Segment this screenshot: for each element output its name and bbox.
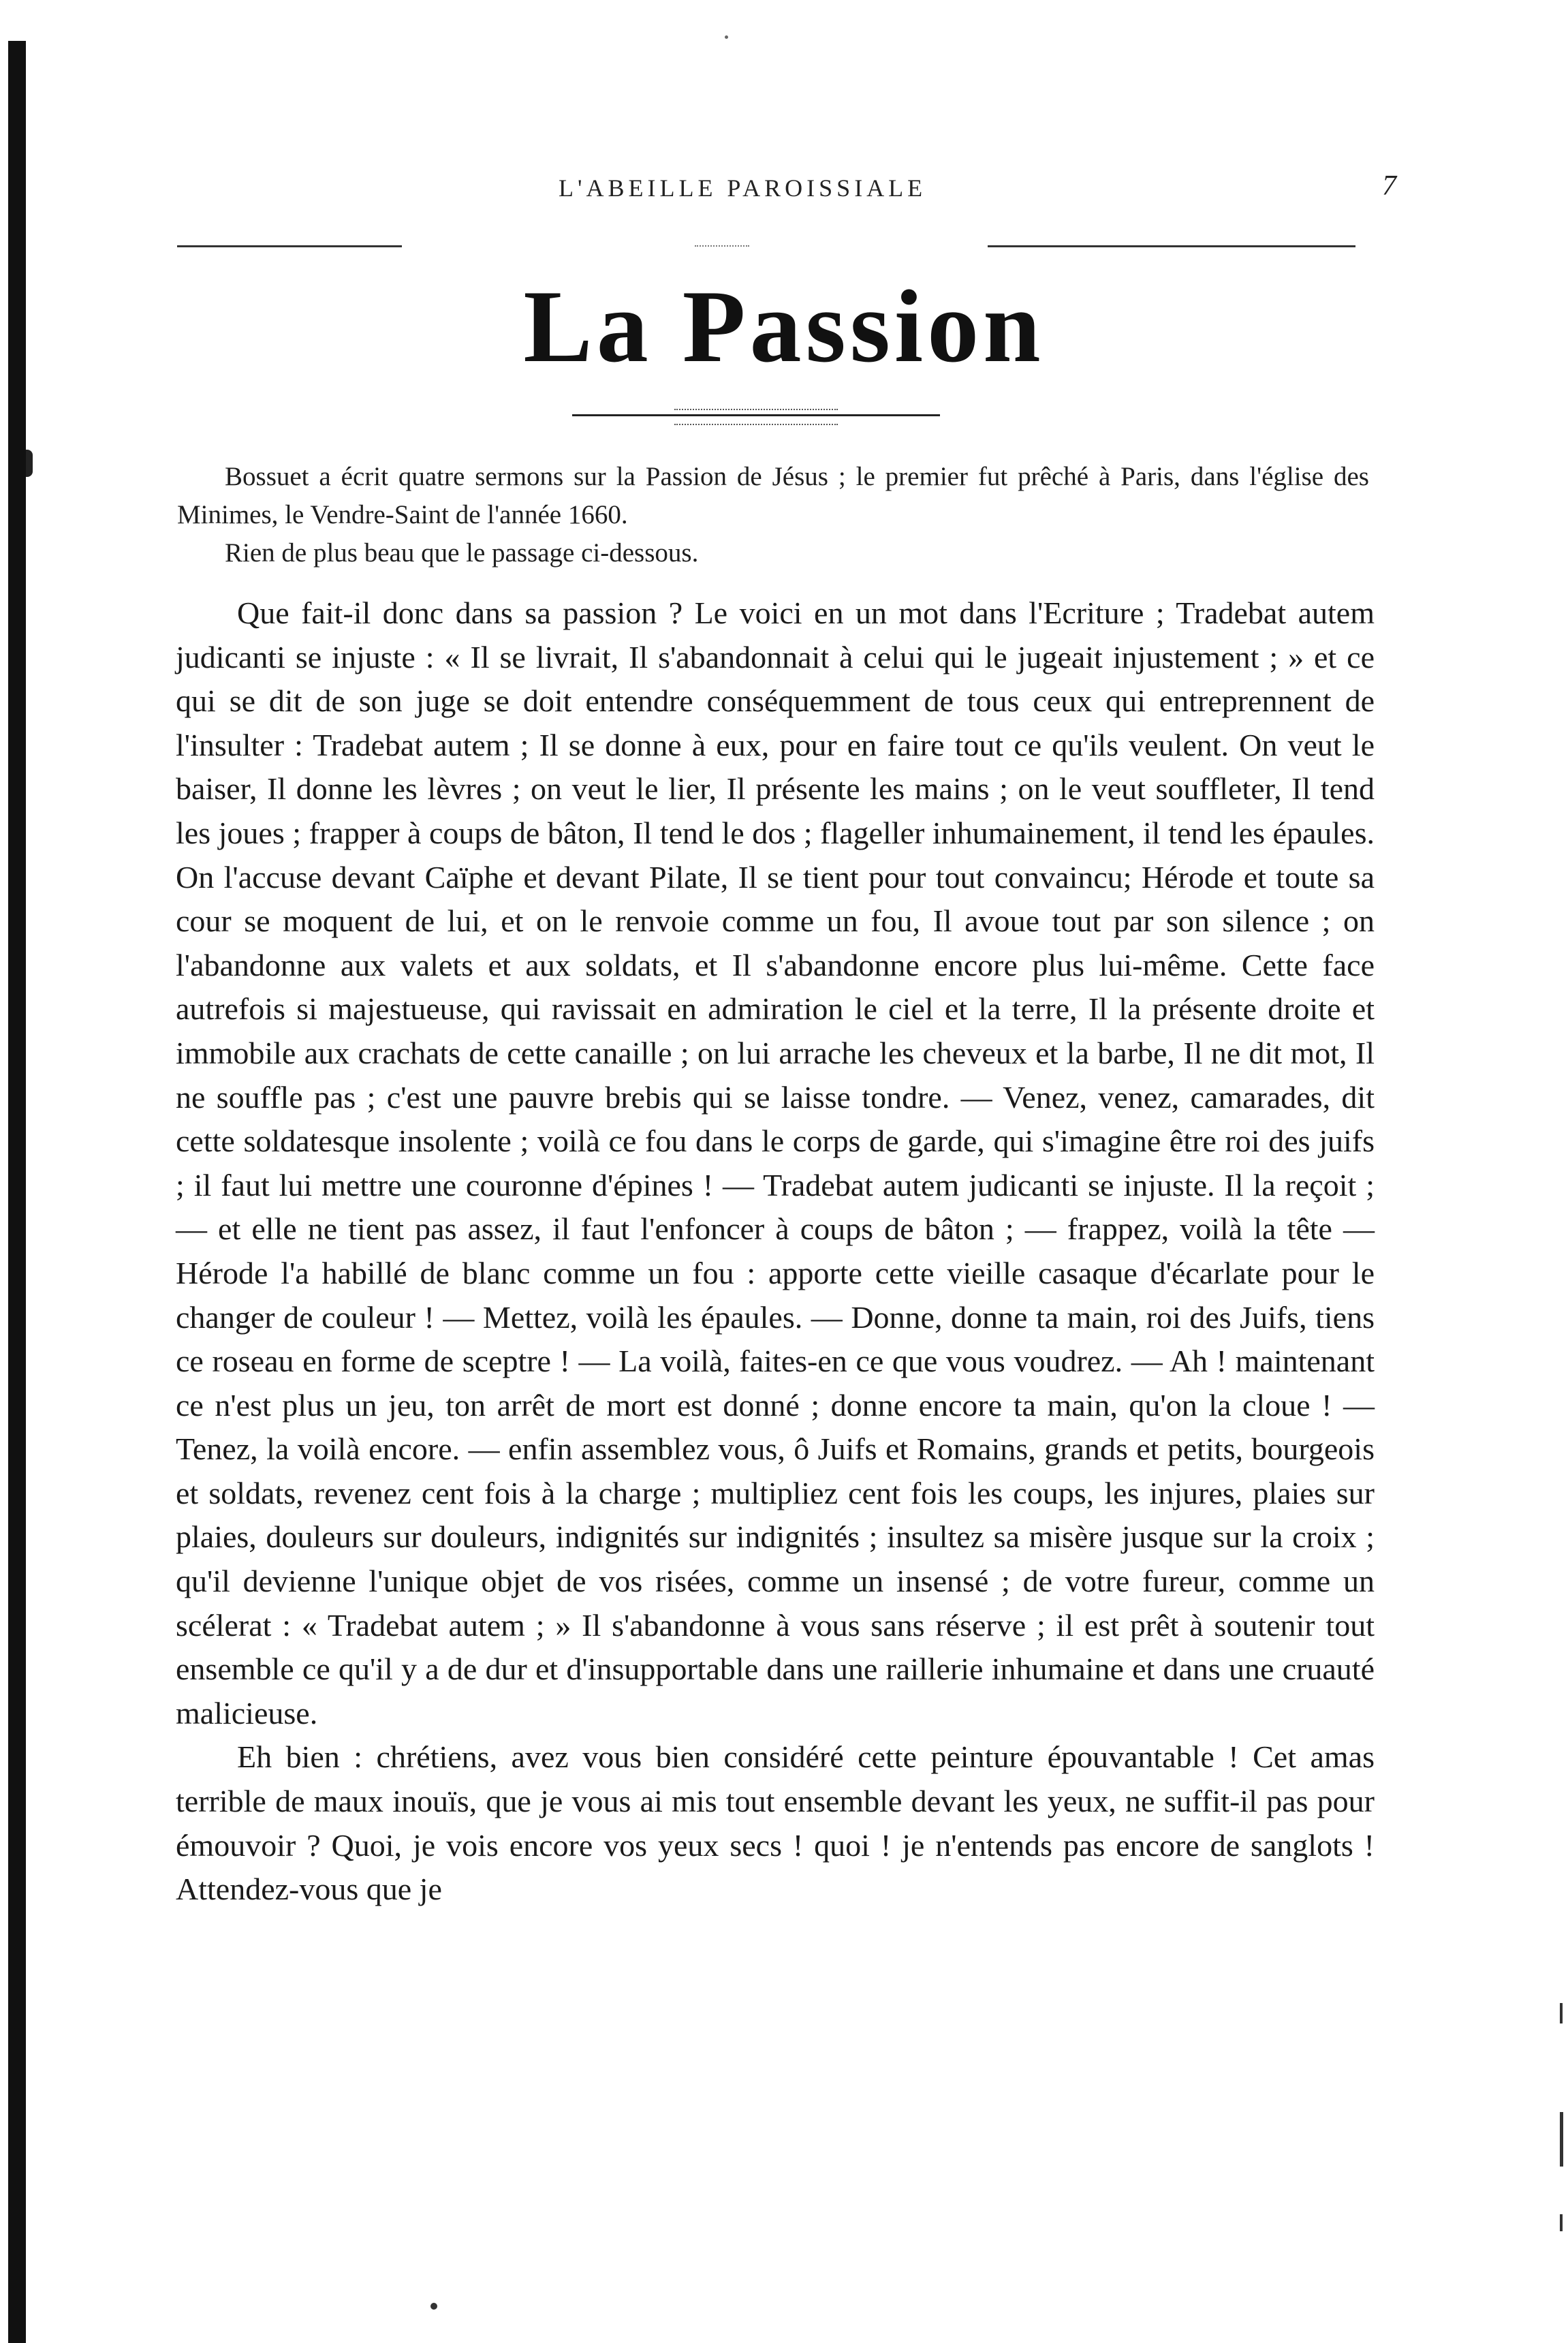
intro-section	[177, 458, 1369, 572]
body-paragraph: Eh bien : chrétiens, avez vous bien considéré cette peinture épouvantable ! Cet amas terrible de maux inouïs, que je vous ai mis tout ensemble devant les yeux, ne suffit-il pas pour émouvoir ? Quoi, je vois encore vos yeux secs ! quoi ! je n'entends pas encore de sanglots ! Attendez-vous que je	[176, 1739, 1375, 1907]
header-rule-middle	[695, 245, 749, 247]
title-ornament	[572, 409, 940, 422]
binding-edge	[8, 41, 26, 2343]
article-title: La Passion	[523, 269, 1045, 384]
header-rule-right	[988, 245, 1355, 247]
intro-paragraph: Rien de plus beau que le passage ci-dessous.	[225, 538, 699, 568]
ink-speck	[725, 35, 728, 39]
margin-mark	[1560, 2214, 1563, 2231]
running-header	[170, 170, 1396, 215]
ornament-dots	[674, 409, 838, 425]
body-section	[176, 591, 1375, 1912]
header-rule-left	[177, 245, 402, 247]
margin-mark	[1560, 2112, 1563, 2167]
binding-notch	[26, 450, 33, 477]
ink-speck	[430, 2303, 437, 2310]
running-title: L'ABEILLE PAROISSIALE	[559, 174, 927, 202]
body-paragraph: Que fait-il donc dans sa passion ? Le voici en un mot dans l'Ecriture ; Tradebat autem judicanti se injuste : « Il se livrait, Il s'abandonnait à celui qui le jugeait injustement ; » et ce qui se dit de son juge se doit entendre conséquemment de tous ceux qui entreprennent de l'insulter : Tradebat autem ; Il se donne à eux, pour en faire tout ce qu'ils veulent. On veut le baiser, Il donne les lèvres ; on veut le lier, Il présente les mains ; on le veut souffleter, Il tend les joues ; frapper à coups de bâton, Il tend le dos ; flageller inhumainement, il tend les épaules. On l'accuse devant Caïphe et devant Pilate, Il se tient pour tout convaincu; Hérode et toute sa cour se moquent de lui, et on le renvoie comme un fou, Il avoue tout par son silence ; on l'abandonne aux valets et aux soldats, et Il s'abandonne encore plus lui-même. Cette face autrefois si majestueuse, qui ravissait en admiration le ciel et la terre, Il la présente droite et immobile aux crachats de cette canaille ; on lui arrache les cheveux et la barbe, Il ne dit mot, Il ne souffle pas ; c'est une pauvre brebis qui se laisse tondre. — Venez, venez, camarades, dit cette soldatesque insolente ; voilà ce fou dans le corps de garde, qui s'imagine être roi des juifs ; il faut lui mettre une couronne d'épines ! — Tradebat autem judicanti se injuste. Il la reçoit ; — et elle ne tient pas assez, il faut l'enfoncer à coups de bâton ; — frappez, voilà la tête — Hérode l'a habillé de blanc comme un fou : apporte cette vieille casaque d'écarlate pour le changer de couleur ! — Mettez, voilà les épaules. — Donne, donne ta main, roi des Juifs, tiens ce roseau en forme de sceptre ! — La voilà, faites-en ce que vous voudrez. — Ah ! maintenant ce n'est plus un jeu, ton arrêt de mort est donné ; donne encore ta main, qu'on la cloue ! — Tenez, la voilà encore. — enfin assemblez vous, ô Juifs et Romains, grands et petits, bourgeois et soldats, revenez cent fois à la charge ; multipliez cent fois les coups, les injures, plaies sur plaies, douleurs sur douleurs, indignités sur indignités ; insultez sa misère jusque sur la croix ; qu'il devienne l'unique objet de vos risées, comme un insensé ; de votre fureur, comme un scélerat : « Tradebat autem ; » Il s'abandonne à vous sans réserve ; il est prêt à soutenir tout ensemble ce qu'il y a de dur et d'insupportable dans une raillerie inhumaine et dans une cruauté malicieuse.	[176, 595, 1375, 1731]
margin-mark	[1560, 2003, 1563, 2023]
page-number: 7	[1382, 170, 1396, 202]
intro-paragraph: Bossuet a écrit quatre sermons sur la Passion de Jésus ; le premier fut prêché à Paris, dans l'église des Minimes, le Vendre-Saint de l'année 1660.	[177, 462, 1369, 529]
